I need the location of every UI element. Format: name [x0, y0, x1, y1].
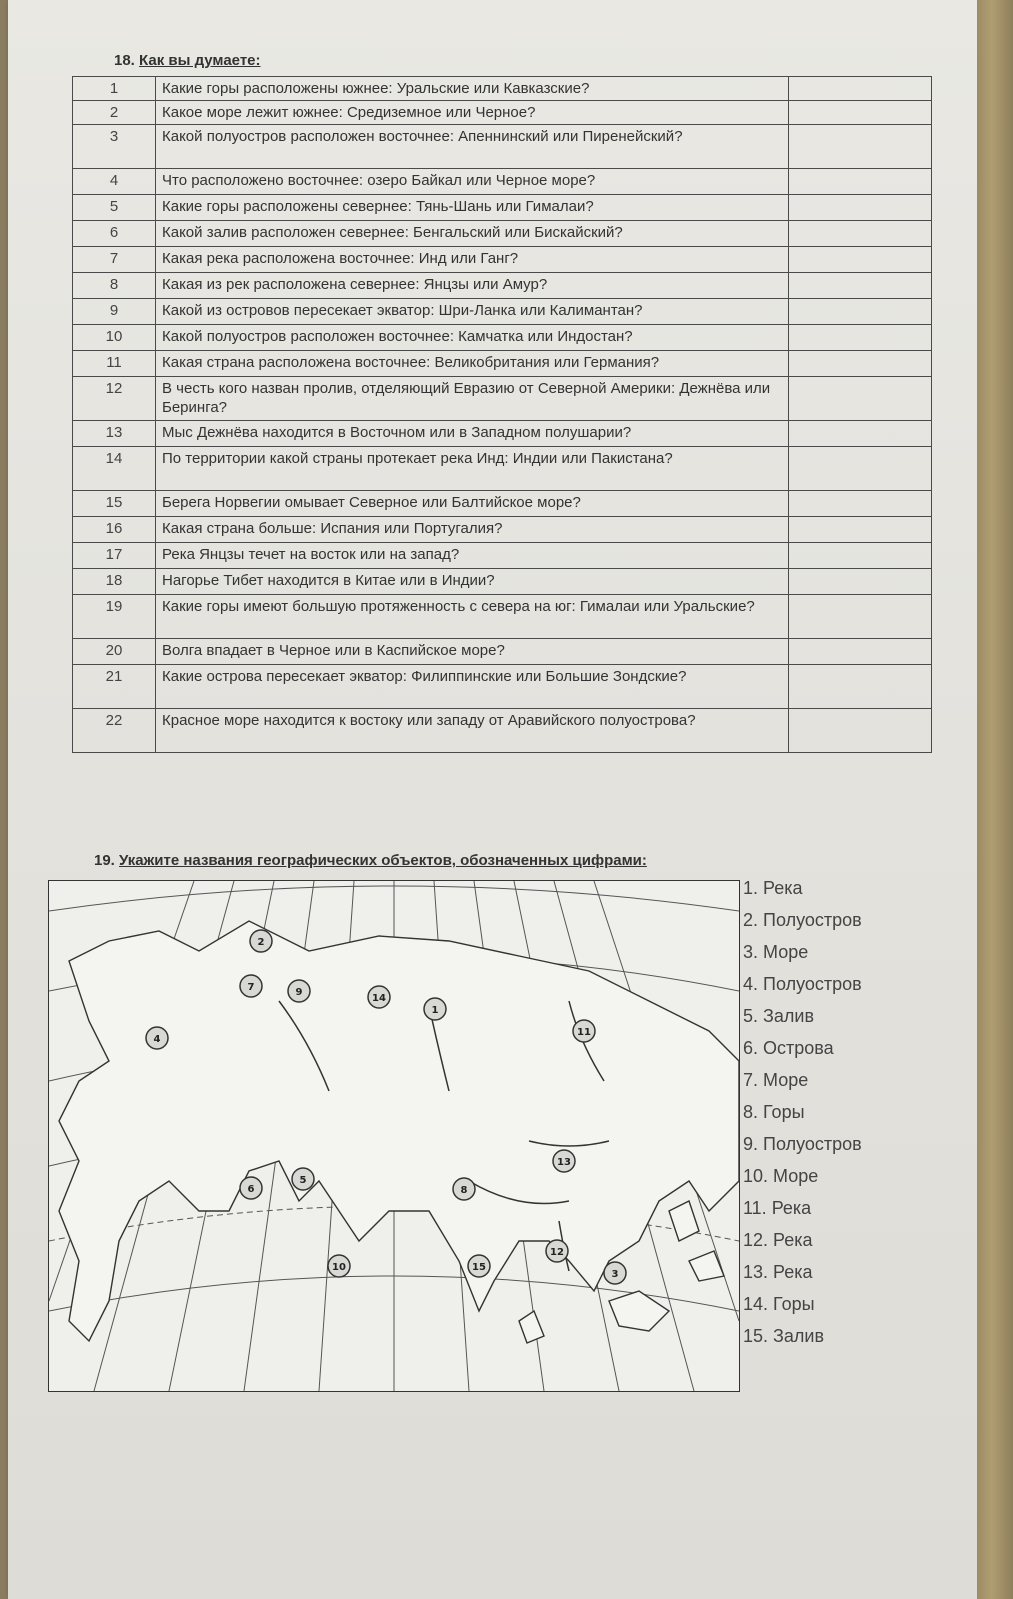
map-marker — [424, 998, 446, 1020]
question-text: Какой залив расположен севернее: Бенгальский или Бискайский? — [156, 221, 789, 247]
question-number: 3 — [73, 125, 156, 169]
answer-cell[interactable] — [789, 77, 932, 101]
question-text: Мыс Дежнёва находится в Восточном или в Западном полушарии? — [156, 421, 789, 447]
answer-cell[interactable] — [789, 377, 932, 421]
question-text: Какое море лежит южнее: Средиземное или Черное? — [156, 101, 789, 125]
question-number: 21 — [73, 665, 156, 709]
map-marker-label: 5 — [299, 1175, 307, 1186]
question-text: В честь кого назван пролив, отделяющий Евразию от Северной Америки: Дежнёва или Беринга? — [156, 377, 789, 421]
map-marker-label: 9 — [295, 987, 303, 998]
question-number: 15 — [73, 491, 156, 517]
question-19-title — [94, 852, 647, 869]
question-text: Нагорье Тибет находится в Китае или в Индии? — [156, 569, 789, 595]
question-text: Что расположено восточнее: озеро Байкал или Черное море? — [156, 169, 789, 195]
question-number: 9 — [73, 299, 156, 325]
question-row — [73, 595, 932, 639]
question-row — [73, 169, 932, 195]
question-number: 17 — [73, 543, 156, 569]
question-text: Какая страна расположена восточнее: Великобритания или Германия? — [156, 351, 789, 377]
map-marker — [250, 930, 272, 952]
map-marker-label: 15 — [472, 1262, 486, 1273]
map-marker — [240, 975, 262, 997]
map-marker — [573, 1020, 595, 1042]
question-text: Река Янцзы течет на восток или на запад? — [156, 543, 789, 569]
map-marker — [468, 1255, 490, 1277]
map-marker — [292, 1168, 314, 1190]
legend-item: 1. Река — [743, 878, 803, 898]
legend-item: 7. Море — [743, 1070, 809, 1090]
question-18-title — [114, 52, 261, 69]
question-number: 12 — [73, 377, 156, 421]
question-number: 16 — [73, 517, 156, 543]
question-row — [73, 639, 932, 665]
question-text: Какая река расположена восточнее: Инд или Ганг? — [156, 247, 789, 273]
map-marker — [240, 1177, 262, 1199]
question-text: По территории какой страны протекает река Инд: Индии или Пакистана? — [156, 447, 789, 491]
map-marker — [368, 986, 390, 1008]
question-text: Какие горы имеют большую протяженность с севера на юг: Гималаи или Уральские? — [156, 595, 789, 639]
question-text: Какие острова пересекает экватор: Филиппинские или Большие Зондские? — [156, 665, 789, 709]
map-marker-label: 2 — [257, 937, 265, 948]
question-row — [73, 569, 932, 595]
question-text: Какая из рек расположена севернее: Янцзы или Амур? — [156, 273, 789, 299]
question-number: 13 — [73, 421, 156, 447]
map-marker — [553, 1150, 575, 1172]
legend-item: 6. Острова — [743, 1038, 834, 1058]
map-marker-label: 12 — [550, 1247, 564, 1258]
question-row — [73, 377, 932, 421]
map-marker — [453, 1178, 475, 1200]
legend-item: 5. Залив — [743, 1006, 815, 1026]
map-drawing — [49, 881, 739, 1391]
question-text: Какие горы расположены южнее: Уральские или Кавказские? — [156, 77, 789, 101]
answer-cell[interactable] — [789, 595, 932, 639]
question-19-number: 19. — [94, 852, 115, 869]
map-marker — [604, 1262, 626, 1284]
question-number: 14 — [73, 447, 156, 491]
questions-table — [72, 76, 932, 753]
answer-cell[interactable] — [789, 491, 932, 517]
question-row — [73, 299, 932, 325]
map-marker — [288, 980, 310, 1002]
map-marker — [146, 1027, 168, 1049]
map-marker-label: 13 — [557, 1157, 571, 1168]
question-number: 1 — [73, 77, 156, 101]
objects-legend — [743, 872, 862, 1352]
question-row — [73, 195, 932, 221]
answer-cell[interactable] — [789, 543, 932, 569]
question-row — [73, 665, 932, 709]
answer-cell[interactable] — [789, 325, 932, 351]
legend-item: 9. Полуостров — [743, 1134, 862, 1154]
question-19-text: Укажите названия географических объектов, обозначенных цифрами: — [119, 852, 647, 869]
legend-item: 8. Горы — [743, 1102, 805, 1122]
answer-cell[interactable] — [789, 299, 932, 325]
map-marker-label: 6 — [247, 1184, 255, 1195]
question-number: 19 — [73, 595, 156, 639]
answer-cell[interactable] — [789, 221, 932, 247]
map-marker-label: 7 — [247, 982, 255, 993]
answer-cell[interactable] — [789, 125, 932, 169]
question-row — [73, 421, 932, 447]
question-text: Красное море находится к востоку или западу от Аравийского полуострова? — [156, 709, 789, 753]
question-number: 4 — [73, 169, 156, 195]
question-text: Какой из островов пересекает экватор: Шри-Ланка или Калимантан? — [156, 299, 789, 325]
question-text: Какой полуостров расположен восточнее: Апеннинский или Пиренейский? — [156, 125, 789, 169]
question-row — [73, 273, 932, 299]
legend-item: 10. Море — [743, 1166, 819, 1186]
legend-item: 4. Полуостров — [743, 974, 862, 994]
answer-cell[interactable] — [789, 517, 932, 543]
answer-cell[interactable] — [789, 101, 932, 125]
question-row — [73, 125, 932, 169]
worksheet-page — [8, 0, 983, 1599]
question-number: 7 — [73, 247, 156, 273]
question-row — [73, 221, 932, 247]
question-text: Волга впадает в Черное или в Каспийское море? — [156, 639, 789, 665]
question-row — [73, 517, 932, 543]
question-18-text: Как вы думаете: — [139, 52, 261, 69]
question-text: Какая страна больше: Испания или Португалия? — [156, 517, 789, 543]
question-row — [73, 491, 932, 517]
question-number: 18 — [73, 569, 156, 595]
map-marker-label: 8 — [460, 1185, 468, 1196]
map-marker-label: 4 — [153, 1034, 161, 1045]
legend-item: 15. Залив — [743, 1326, 825, 1346]
legend-item: 12. Река — [743, 1230, 813, 1250]
question-number: 20 — [73, 639, 156, 665]
map-marker-label: 14 — [372, 993, 386, 1004]
question-row — [73, 247, 932, 273]
question-number: 8 — [73, 273, 156, 299]
question-number: 11 — [73, 351, 156, 377]
answer-cell[interactable] — [789, 247, 932, 273]
question-number: 22 — [73, 709, 156, 753]
question-row — [73, 543, 932, 569]
desk-background — [977, 0, 1013, 1599]
answer-cell[interactable] — [789, 447, 932, 491]
question-text: Какие горы расположены севернее: Тянь-Шань или Гималаи? — [156, 195, 789, 221]
answer-cell[interactable] — [789, 351, 932, 377]
answer-cell[interactable] — [789, 569, 932, 595]
legend-item: 14. Горы — [743, 1294, 815, 1314]
legend-item: 2. Полуостров — [743, 910, 862, 930]
question-row — [73, 325, 932, 351]
map-coastlines — [59, 921, 739, 1343]
map-marker-label: 10 — [332, 1262, 346, 1273]
legend-item: 3. Море — [743, 942, 809, 962]
answer-cell[interactable] — [789, 169, 932, 195]
map-marker — [328, 1255, 350, 1277]
question-number: 10 — [73, 325, 156, 351]
question-row — [73, 447, 932, 491]
answer-cell[interactable] — [789, 665, 932, 709]
question-row — [73, 101, 932, 125]
question-text: Берега Норвегии омывает Северное или Балтийское море? — [156, 491, 789, 517]
answer-cell[interactable] — [789, 639, 932, 665]
question-row — [73, 77, 932, 101]
question-row — [73, 709, 932, 753]
legend-item: 11. Река — [743, 1198, 812, 1218]
eurasia-contour-map — [48, 880, 740, 1392]
question-number: 2 — [73, 101, 156, 125]
answer-cell[interactable] — [789, 421, 932, 447]
map-marker-label: 3 — [611, 1269, 619, 1280]
map-marker — [546, 1240, 568, 1262]
question-text: Какой полуостров расположен восточнее: Камчатка или Индостан? — [156, 325, 789, 351]
answer-cell[interactable] — [789, 273, 932, 299]
legend-item: 13. Река — [743, 1262, 813, 1282]
map-marker-label: 1 — [431, 1005, 439, 1016]
map-marker-label: 11 — [577, 1027, 591, 1038]
question-18-number: 18. — [114, 52, 135, 69]
question-number: 6 — [73, 221, 156, 247]
answer-cell[interactable] — [789, 709, 932, 753]
question-row — [73, 351, 932, 377]
question-number: 5 — [73, 195, 156, 221]
answer-cell[interactable] — [789, 195, 932, 221]
